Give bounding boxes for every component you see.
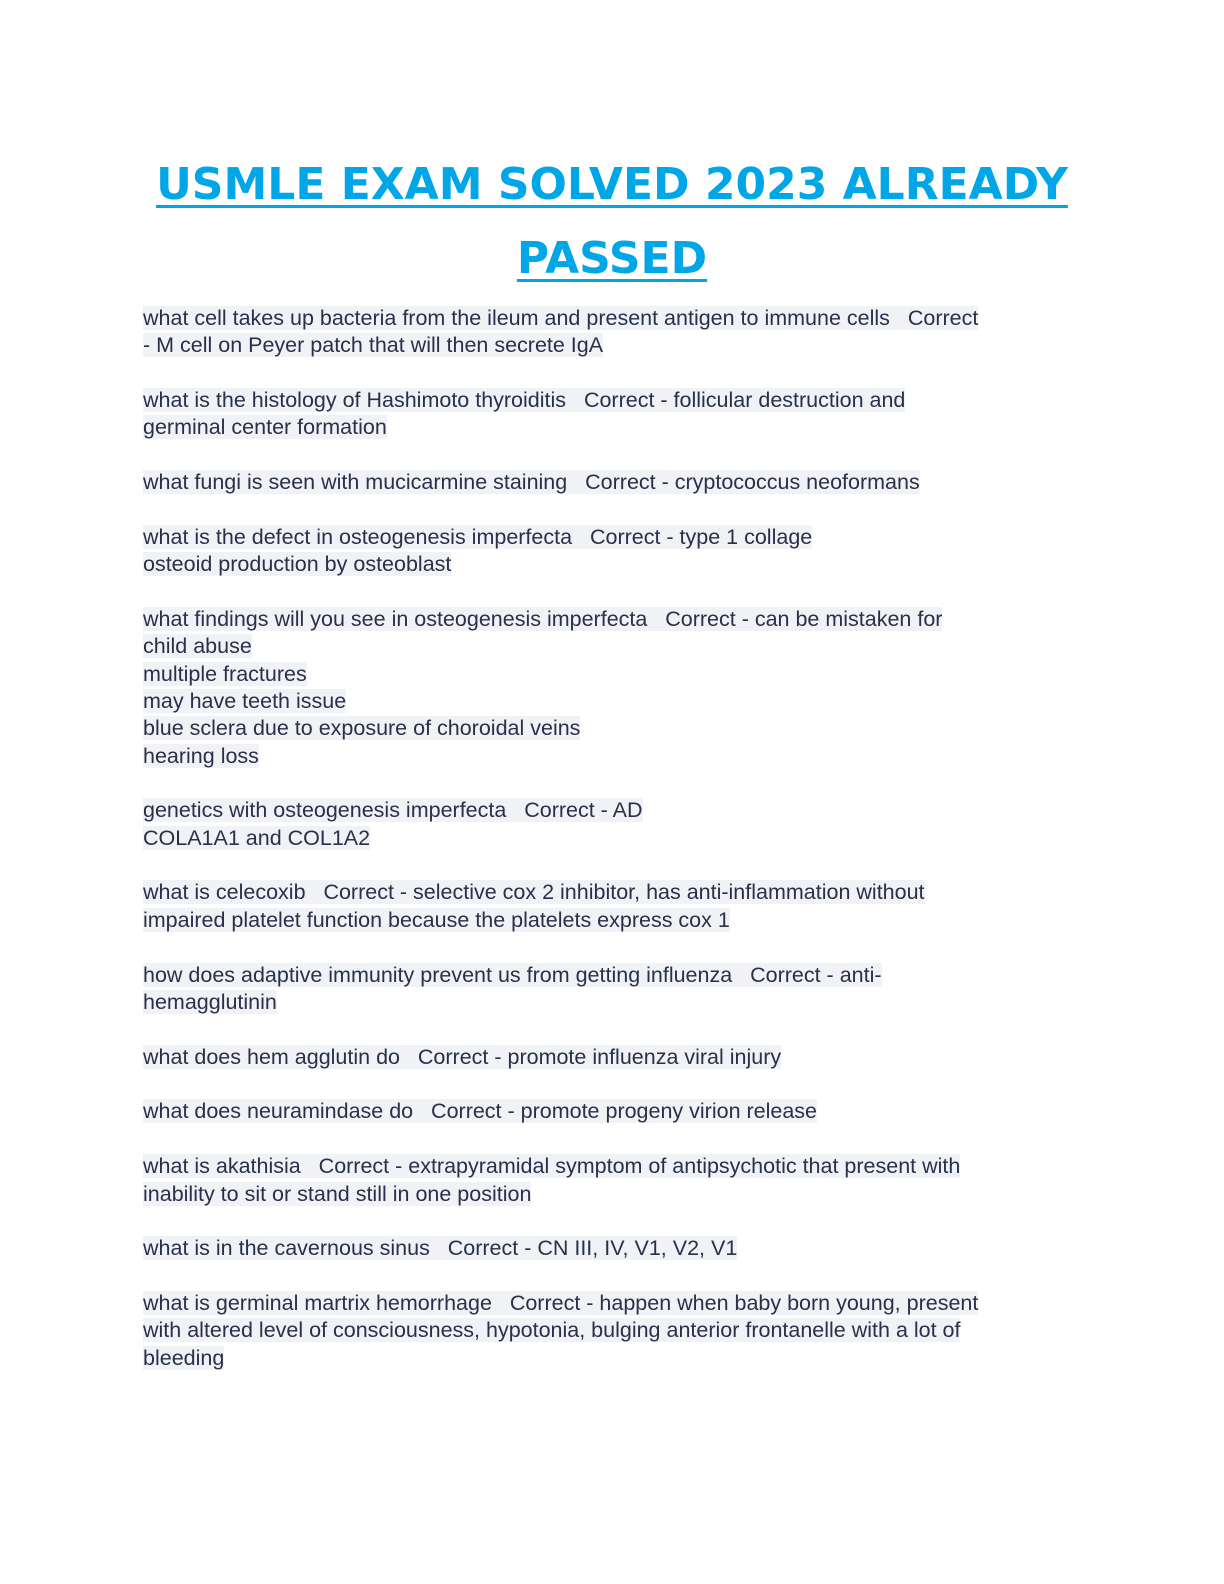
qa-line <box>143 1098 1083 1125</box>
qa-line-text: osteoid production by osteoblast <box>143 552 452 577</box>
qa-line <box>143 606 1083 633</box>
qa-line <box>143 305 1083 332</box>
qa-item <box>143 1044 1083 1071</box>
qa-line-text: what is in the cavernous sinus Correct - CN III, IV, V1, V2, V1 <box>143 1236 738 1261</box>
qa-line-text: may have teeth issue <box>143 688 347 713</box>
qa-line <box>143 661 1083 688</box>
qa-line <box>143 387 1083 414</box>
qa-line-text: bleeding <box>143 1345 225 1370</box>
qa-line-text: what is germinal martrix hemorrhage Correct - happen when baby born young, present <box>143 1291 979 1316</box>
qa-item <box>143 1153 1083 1208</box>
qa-item <box>143 469 1083 496</box>
qa-line-text: child abuse <box>143 634 252 659</box>
qa-item <box>143 1235 1083 1262</box>
qa-item <box>143 879 1083 934</box>
qa-line <box>143 879 1083 906</box>
qa-line-text: how does adaptive immunity prevent us from getting influenza Correct - anti- <box>143 962 882 987</box>
qa-line <box>143 715 1083 742</box>
qa-line <box>143 797 1083 824</box>
document-title <box>0 148 1224 296</box>
qa-line-text: impaired platelet function because the platelets express cox 1 <box>143 907 730 932</box>
qa-item <box>143 305 1083 360</box>
qa-line-text: what does neuramindase do Correct - promote progeny virion release <box>143 1099 818 1124</box>
qa-line <box>143 469 1083 496</box>
qa-line-text: hearing loss <box>143 743 259 768</box>
qa-item <box>143 1290 1083 1372</box>
qa-line <box>143 414 1083 441</box>
qa-item <box>143 797 1083 852</box>
qa-item <box>143 962 1083 1017</box>
qa-line <box>143 524 1083 551</box>
qa-line <box>143 332 1083 359</box>
qa-line <box>143 1345 1083 1372</box>
qa-list <box>143 305 1083 1400</box>
qa-line-text: hemagglutinin <box>143 989 277 1014</box>
qa-item <box>143 524 1083 579</box>
qa-line <box>143 1153 1083 1180</box>
qa-line <box>143 1181 1083 1208</box>
qa-line-text: what does hem agglutin do Correct - promote influenza viral injury <box>143 1044 782 1069</box>
qa-line <box>143 1235 1083 1262</box>
qa-line-text: what is celecoxib Correct - selective cox 2 inhibitor, has anti-inflammation without <box>143 880 925 905</box>
qa-line <box>143 551 1083 578</box>
qa-line <box>143 989 1083 1016</box>
title-line-1: USMLE EXAM SOLVED 2023 ALREADY <box>156 159 1068 210</box>
qa-item <box>143 1098 1083 1125</box>
qa-line-text: what is akathisia Correct - extrapyramidal symptom of antipsychotic that present with <box>143 1154 961 1179</box>
qa-line-text: what is the defect in osteogenesis imperfecta Correct - type 1 collage <box>143 524 813 549</box>
qa-line <box>143 825 1083 852</box>
qa-line <box>143 743 1083 770</box>
qa-line-text: blue sclera due to exposure of choroidal veins <box>143 716 581 741</box>
qa-line <box>143 688 1083 715</box>
qa-line <box>143 907 1083 934</box>
qa-line-text: with altered level of consciousness, hypotonia, bulging anterior frontanelle with a lot of <box>143 1318 961 1343</box>
qa-line-text: multiple fractures <box>143 661 307 686</box>
qa-line-text: what is the histology of Hashimoto thyroiditis Correct - follicular destruction and <box>143 388 906 413</box>
qa-line-text: - M cell on Peyer patch that will then secrete IgA <box>143 333 604 358</box>
qa-line <box>143 1317 1083 1344</box>
qa-line-text: what fungi is seen with mucicarmine staining Correct - cryptococcus neoformans <box>143 470 920 495</box>
qa-line <box>143 1044 1083 1071</box>
qa-line <box>143 962 1083 989</box>
qa-line <box>143 633 1083 660</box>
qa-line-text: COLA1A1 and COL1A2 <box>143 825 371 850</box>
title-line-2: PASSED <box>516 233 708 284</box>
qa-line-text: genetics with osteogenesis imperfecta Correct - AD <box>143 798 643 823</box>
qa-line-text: what cell takes up bacteria from the ileum and present antigen to immune cells Correct <box>143 306 979 330</box>
qa-line-text: what findings will you see in osteogenesis imperfecta Correct - can be mistaken for <box>143 607 943 632</box>
qa-item <box>143 606 1083 770</box>
qa-line <box>143 1290 1083 1317</box>
qa-line-text: inability to sit or stand still in one position <box>143 1181 532 1206</box>
qa-item <box>143 387 1083 442</box>
qa-line-text: germinal center formation <box>143 415 387 440</box>
